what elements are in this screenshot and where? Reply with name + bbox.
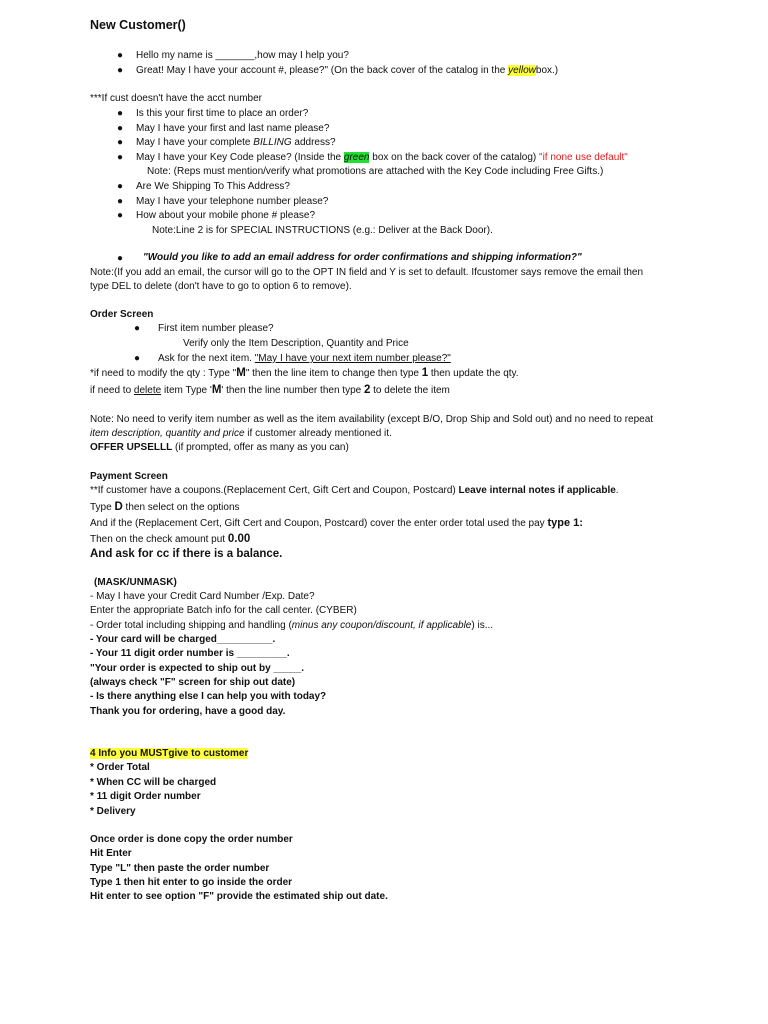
delete-text-d: to delete the item <box>370 385 450 396</box>
modify-qty <box>90 366 519 381</box>
bullet-icon: ● <box>117 181 124 192</box>
after-order-step: Type "L" then paste the order number <box>90 863 270 874</box>
order-total-text: - Order total including shipping and handling ( <box>90 620 292 631</box>
coupons-text: **If customer have a coupons.(Replacement Cert, Gift Cert and Coupon, Postcard) <box>90 485 459 496</box>
after-order-step: Hit enter to see option "F" provide the estimated ship out date. <box>90 891 388 902</box>
offer-upsell <box>90 441 349 455</box>
must-give-item: * Delivery <box>90 806 136 817</box>
no-acct-header: ***If cust doesn't have the acct number <box>90 93 263 104</box>
keycode-note: Note: (Reps must mention/verify what promotions are attached with the Key Code including Free Gifts.) <box>147 166 604 177</box>
bullet-icon: ● <box>117 108 124 119</box>
after-order-step: Type 1 then hit enter to go inside the order <box>90 877 293 888</box>
bullet-icon: ● <box>117 196 124 207</box>
coupons-bold: Leave internal notes if applicable <box>458 485 616 496</box>
cover-line <box>90 516 583 531</box>
delete-text-b: item Type ' <box>161 385 212 396</box>
bullet-icon: ● <box>134 353 141 364</box>
bullet-icon: ● <box>117 50 124 61</box>
next-item <box>158 352 451 366</box>
type-d-text: Type <box>90 502 115 513</box>
check-amount-line <box>90 532 250 547</box>
q-shipping: Are We Shipping To This Address? <box>136 181 290 192</box>
keycode-text-mid: box on the back cover of the catalog) <box>369 152 540 163</box>
q-mobile: How about your mobile phone # please? <box>136 210 316 221</box>
must-give-highlight: 4 Info you MUSTgive to customer <box>90 748 249 759</box>
order-total-em: minus any coupon/discount, if applicable <box>291 620 472 631</box>
modify-m: M <box>236 367 246 379</box>
coupons-end: . <box>615 485 619 496</box>
q-billing <box>136 136 336 150</box>
verify-item: Verify only the Item Description, Quantity and Price <box>183 338 409 349</box>
billing-text: May I have your complete <box>136 137 254 148</box>
check-amount-value: 0.00 <box>227 533 251 545</box>
bullet-icon: ● <box>117 210 124 221</box>
card-charged: - Your card will be charged__________. <box>90 634 276 645</box>
order-total-line <box>90 619 493 633</box>
delete-2: 2 <box>363 384 371 396</box>
modify-text-b: " then the line item to change then type <box>245 368 422 379</box>
type-d-line <box>90 500 240 515</box>
type-d-text-end: then select on the options <box>122 502 240 513</box>
account-text: Great! May I have your account #, please?" (On the back cover of the catalog in the <box>136 65 509 76</box>
billing-text-end: address? <box>291 137 336 148</box>
bullet-icon: ● <box>117 253 124 264</box>
q-name: May I have your first and last name please? <box>136 123 330 134</box>
q-keycode <box>136 151 628 165</box>
batch-info: Enter the appropriate Batch info for the call center. (CYBER) <box>90 605 357 616</box>
yellow-highlight: yellow <box>508 65 536 76</box>
delete-text-a: if need to <box>90 385 134 396</box>
verify-note-1: Note: No need to verify item number as well as the item availability (except B/O, Drop Ship and Sold out) and no need to repeat <box>90 414 654 425</box>
balance-line: And ask for cc if there is a balance. <box>90 548 283 560</box>
must-give-item: * Order Total <box>90 762 150 773</box>
anything-else: - Is there anything else I can help you with today? <box>90 691 327 702</box>
line2-note: Note:Line 2 is for SPECIAL INSTRUCTIONS (e.g.: Deliver at the Back Door). <box>152 225 493 236</box>
order-number-line: - Your 11 digit order number is _________. <box>90 648 290 659</box>
must-give-item: * When CC will be charged <box>90 777 217 788</box>
payment-screen-header: Payment Screen <box>90 471 168 482</box>
order-screen-header: Order Screen <box>90 309 154 320</box>
upsell-bold: OFFER UPSELLL <box>90 442 173 453</box>
bullet-icon: ● <box>117 123 124 134</box>
bullet-icon: ● <box>117 152 124 163</box>
greeting-hello: Hello my name is _______,how may I help you? <box>136 50 349 61</box>
email-question: "Would you like to add an email address for order confirmations and shipping information?" <box>143 252 582 263</box>
order-total-end: ) is... <box>471 620 494 631</box>
type-d-letter: D <box>114 501 123 513</box>
bullet-icon: ● <box>134 323 141 334</box>
cover-text: And if the (Replacement Cert, Gift Cert and Coupon, Postcard) cover the enter order total used the pay <box>90 518 548 529</box>
must-give-header <box>90 747 248 761</box>
email-note-2: type DEL to delete (don't have to go to option 6 to remove). <box>90 281 352 292</box>
q-phone: May I have your telephone number please? <box>136 196 329 207</box>
greeting-account <box>136 64 558 78</box>
green-highlight: green <box>343 152 370 163</box>
delete-m: M <box>211 384 222 396</box>
next-item-text: Ask for the next item. <box>158 353 255 364</box>
delete-text-c: ' then the line number then type <box>221 385 364 396</box>
verify-note-2 <box>90 427 392 441</box>
verify-note-rest: if customer already mentioned it. <box>244 428 392 439</box>
coupons-line <box>90 484 619 498</box>
keycode-default-note: "if none use default" <box>539 152 628 163</box>
delete-item <box>90 383 450 398</box>
bullet-icon: ● <box>117 137 124 148</box>
mask-header: (MASK/UNMASK) <box>94 577 177 588</box>
keycode-text: May I have your Key Code please? (Inside the <box>136 152 344 163</box>
check-amount-text: Then on the check amount put <box>90 534 228 545</box>
after-order-step: Once order is done copy the order number <box>90 834 293 845</box>
bullet-icon: ● <box>117 65 124 76</box>
q-first-time: Is this your first time to place an order? <box>136 108 309 119</box>
next-item-quote: "May I have your next item number please?" <box>254 353 451 364</box>
ship-out-line: "Your order is expected to ship out by _____. <box>90 663 305 674</box>
must-give-item: * 11 digit Order number <box>90 791 201 802</box>
cc-question: - May I have your Credit Card Number /Exp. Date? <box>90 591 315 602</box>
after-order-step: Hit Enter <box>90 848 132 859</box>
email-note-1: Note:(If you add an email, the cursor will go to the OPT IN field and Y is set to default. Ifcustomer says remove the email then <box>90 267 644 278</box>
first-item: First item number please? <box>158 323 274 334</box>
upsell-rest: (if prompted, offer as many as you can) <box>172 442 349 453</box>
page-title: New Customer() <box>90 18 186 32</box>
account-text-end: box.) <box>535 65 559 76</box>
verify-note-em: item description, quantity and price <box>90 428 245 439</box>
modify-text-a: *if need to modify the qty : Type " <box>90 368 237 379</box>
billing-em: BILLING <box>253 137 292 148</box>
modify-text-c: then update the qty. <box>428 368 519 379</box>
delete-underlined: delete <box>133 385 162 396</box>
modify-1: 1 <box>421 367 429 379</box>
thank-you: Thank you for ordering, have a good day. <box>90 706 286 717</box>
cover-type-1: type 1: <box>547 517 583 529</box>
check-f-note: (always check "F" screen for ship out date) <box>90 677 296 688</box>
